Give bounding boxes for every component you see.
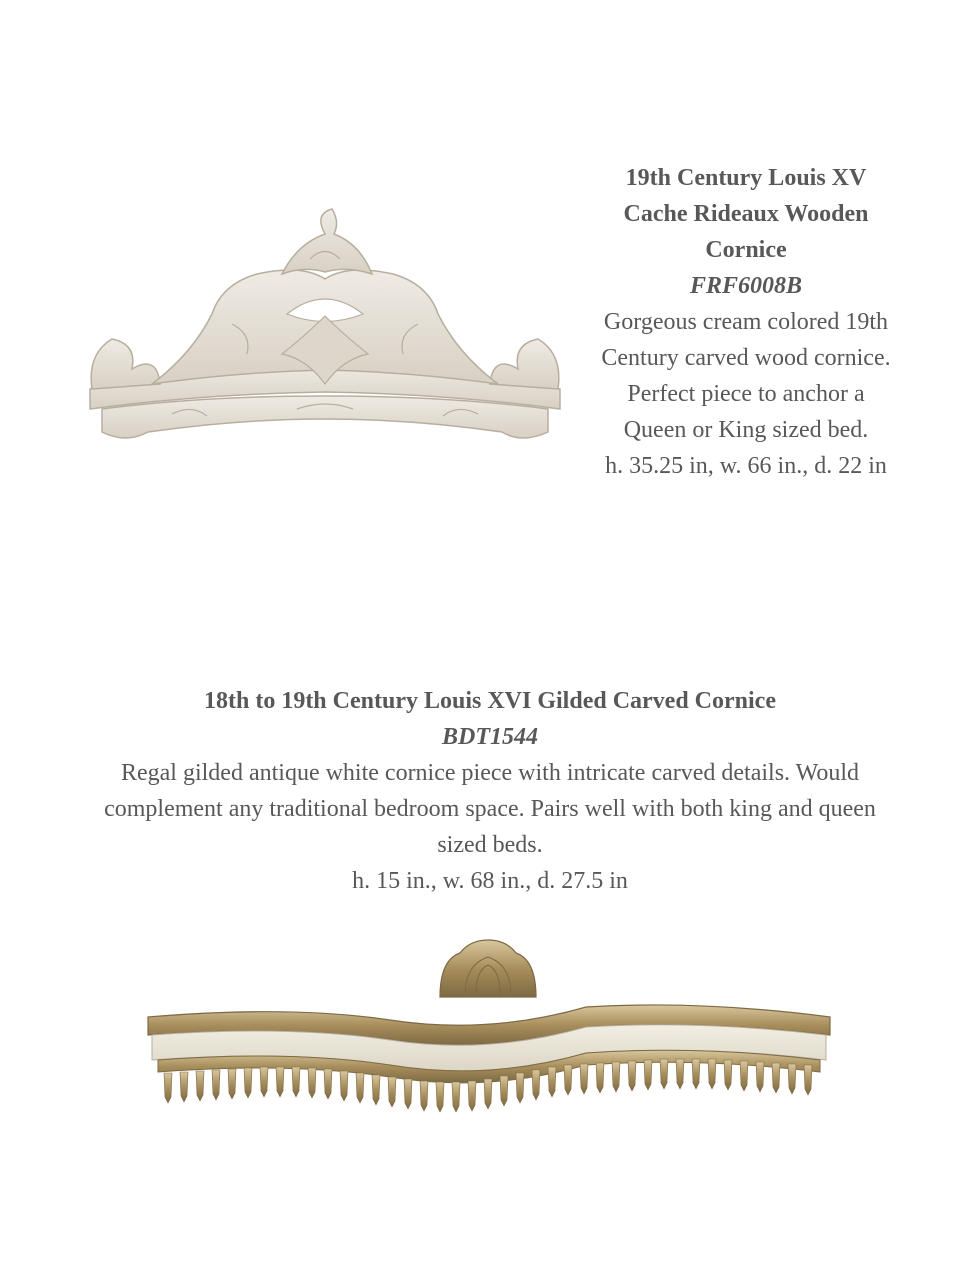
product-1-dimensions: h. 35.25 in, w. 66 in., d. 22 in	[605, 453, 887, 479]
product-1-description: Gorgeous cream colored 19th Century carved wood cornice. Perfect piece to anchor a Queen or King sized bed.	[601, 309, 891, 443]
product-2-details	[90, 683, 890, 899]
product-1-title: 19th Century Louis XV Cache Rideaux Wooden Cornice	[623, 165, 869, 263]
gilded-cornice-illustration	[140, 935, 836, 1115]
product-1-details	[600, 160, 892, 484]
product-2-image	[140, 935, 836, 1115]
product-1-image	[82, 204, 568, 460]
louis-xv-cornice-illustration	[82, 204, 568, 460]
product-2-sku: BDT1544	[442, 724, 538, 750]
product-2-title: 18th to 19th Century Louis XVI Gilded Carved Cornice	[203, 688, 776, 714]
product-2-dimensions: h. 15 in., w. 68 in., d. 27.5 in	[352, 868, 628, 894]
product-1-sku: FRF6008B	[689, 273, 803, 299]
product-2-description: Regal gilded antique white cornice piece with intricate carved details. Would complement any traditional bedroom space. Pairs well with both king and queen sized beds.	[104, 760, 876, 858]
